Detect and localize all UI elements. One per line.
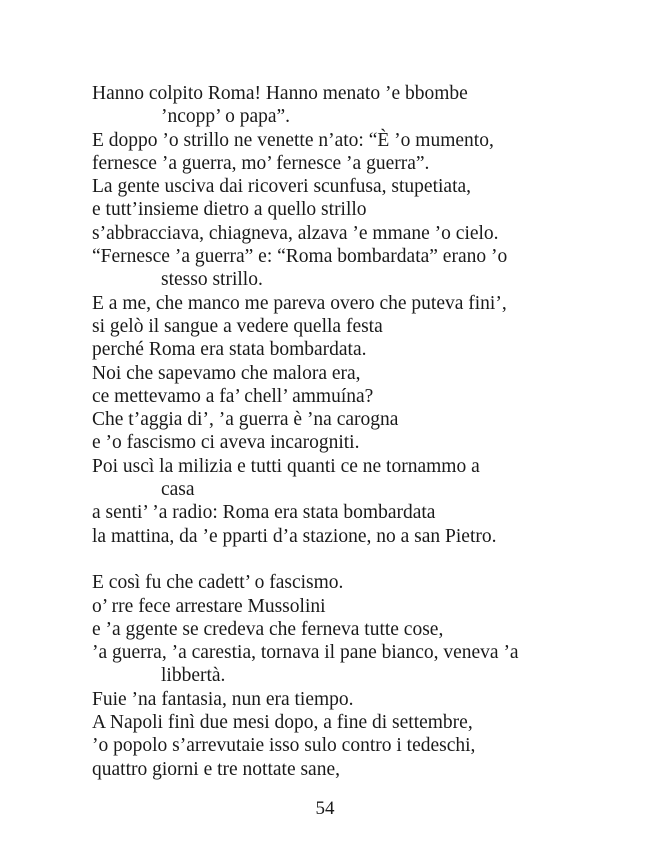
poem-line: E a me, che manco me pareva overo che puteva fini’, (92, 292, 507, 314)
poem-line-continuation: ’ncopp’ o papa”. (161, 106, 291, 128)
poem-line: Hanno colpito Roma! Hanno menato ’e bbombe (92, 83, 468, 104)
poem-line: quattro giorni e tre nottate sane, (92, 758, 340, 780)
poem-line: o’ rre fece arrestare Mussolini (92, 595, 326, 617)
poem-line: e ’o fascismo ci aveva incarogniti. (92, 432, 360, 454)
stanza-2 (92, 571, 632, 781)
poem-line: s’abbracciava, chiagneva, alzava ’e mmane ’o cielo. (92, 222, 499, 244)
poem-line: Fuie ’na fantasia, nun era tiempo. (92, 688, 354, 710)
poem-line: fernesce ’a guerra, mo’ fernesce ’a guerra”. (92, 152, 430, 174)
poem-line-continuation: libbertà. (161, 665, 226, 687)
stanza-1 (92, 82, 632, 548)
poem-line: ’o popolo s’arrevutaie isso sulo contro i tedeschi, (92, 735, 476, 757)
poem-line: E così fu che cadett’ o fascismo. (92, 572, 344, 594)
poem-line: Poi uscì la milizia e tutti quanti ce ne tornammo a (92, 455, 480, 477)
poem-line: ’a guerra, ’a carestia, tornava il pane bianco, veneva ’a (92, 642, 519, 664)
poem-line: La gente usciva dai ricoveri scunfusa, stupetiata, (92, 176, 472, 198)
poem-line: “Fernesce ’a guerra” e: “Roma bombardata” erano ’o (92, 246, 508, 268)
poem-line: perché Roma era stata bombardata. (92, 339, 367, 361)
page-number: 54 (315, 798, 335, 819)
stanza-break (92, 548, 632, 571)
poem-line: a senti’ ’a radio: Roma era stata bombardata (92, 502, 436, 524)
poem-line: e ’a ggente se credeva che ferneva tutte cose, (92, 618, 444, 640)
poem-line: E doppo ’o strillo ne venette n’ato: “È ’o mumento, (92, 129, 494, 151)
poem-line-continuation: stesso strillo. (161, 269, 263, 291)
poem-line: e tutt’insieme dietro a quello strillo (92, 199, 367, 221)
poem-line: ce mettevamo a fa’ chell’ ammuína? (92, 385, 374, 407)
poem-line: la mattina, da ’e pparti d’a stazione, no a san Pietro. (92, 525, 497, 547)
poem-text (92, 82, 632, 781)
poem-line: Che t’aggia di’, ’a guerra è ’na carogna (92, 409, 399, 431)
poem-line-continuation: casa (161, 479, 195, 501)
poem-line: si gelò il sangue a vedere quella festa (92, 315, 383, 337)
poem-line: A Napoli finì due mesi dopo, a fine di settembre, (92, 712, 473, 734)
poem-line: Noi che sapevamo che malora era, (92, 362, 361, 384)
